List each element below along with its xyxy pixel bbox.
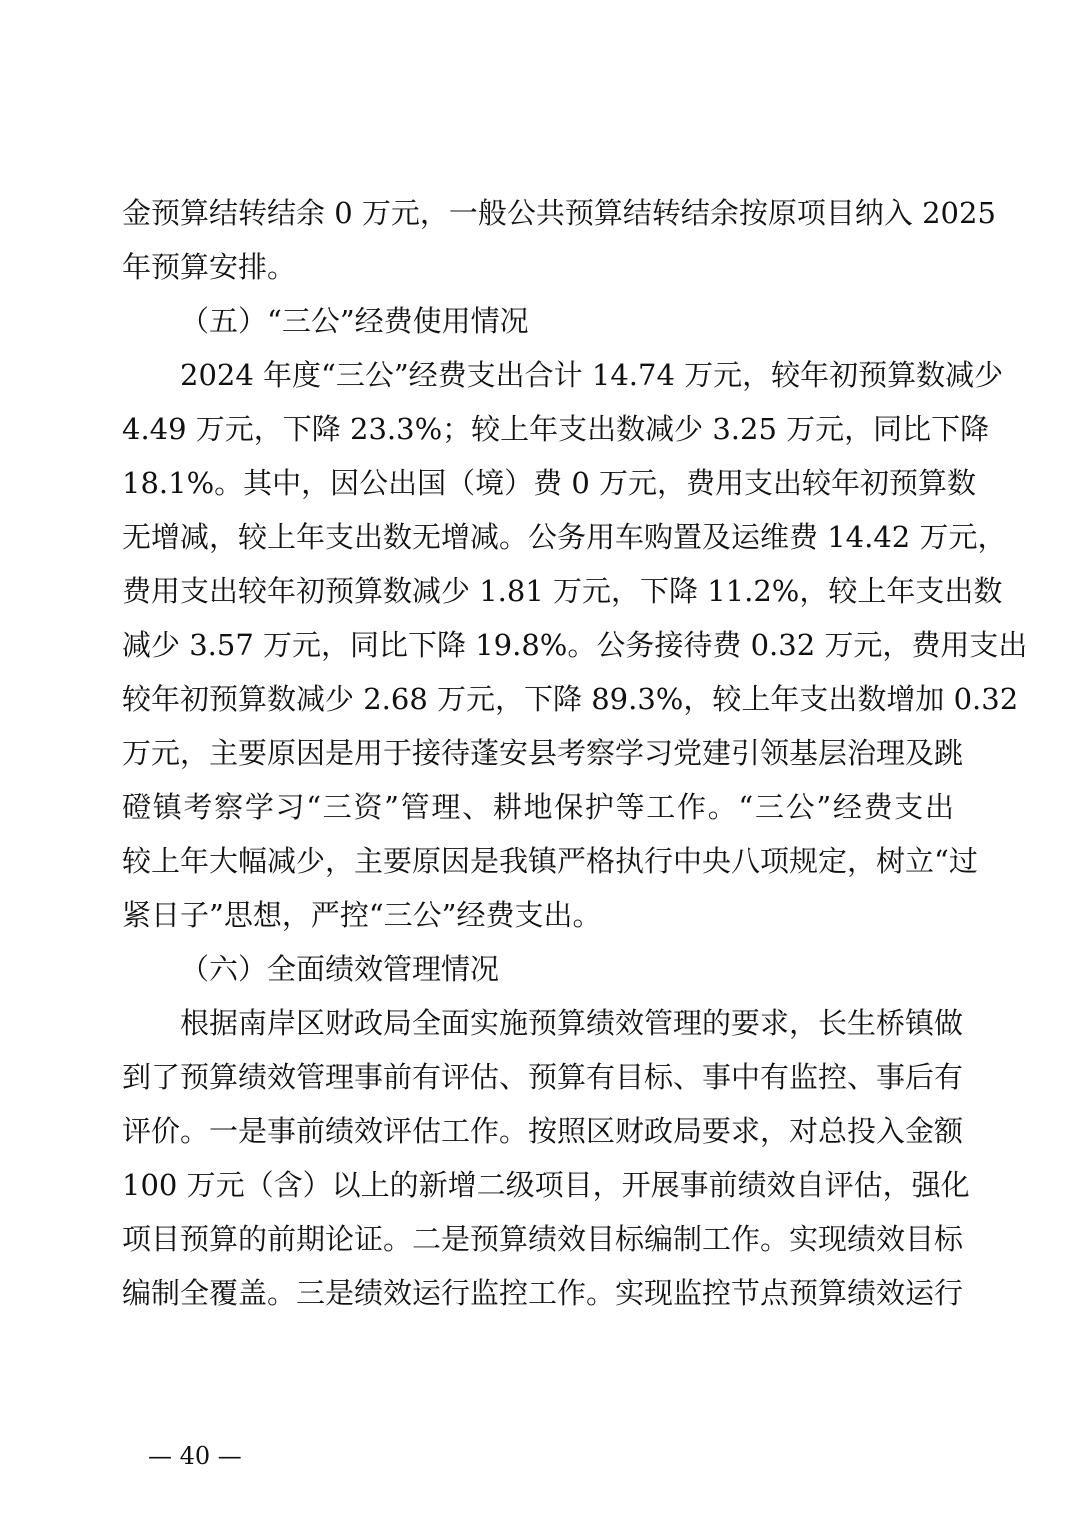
text-line: 年预算安排。 xyxy=(122,250,297,284)
text-line: 项目预算的前期论证。二是预算绩效目标编制工作。实现绩效目标 xyxy=(122,1222,964,1256)
section-heading: （六）全面绩效管理情况 xyxy=(180,952,500,986)
text-line: 磴镇考察学习“三资”管理、耕地保护等工作。“三公”经费支出 xyxy=(122,790,954,824)
page-number: — 40 — xyxy=(148,1442,242,1470)
text-line: 18.1%。其中，因公出国（境）费 0 万元，费用支出较年初预算数 xyxy=(122,466,977,500)
text-line: 万元，主要原因是用于接待蓬安县考察学习党建引领基层治理及跳 xyxy=(122,736,964,770)
text-line: 减少 3.57 万元，同比下降 19.8%。公务接待费 0.32 万元，费用支出 xyxy=(122,628,1028,662)
text-line: 根据南岸区财政局全面实施预算绩效管理的要求，长生桥镇做 xyxy=(180,1006,964,1040)
text-line: 评价。一是事前绩效评估工作。按照区财政局要求，对总投入金额 xyxy=(122,1114,964,1148)
text-line: 无增减，较上年支出数无增减。公务用车购置及运维费 14.42 万元， xyxy=(122,520,1007,554)
text-line: 较上年大幅减少，主要原因是我镇严格执行中央八项规定，树立“过 xyxy=(122,844,978,878)
text-line: 100 万元（含）以上的新增二级项目，开展事前绩效自评估，强化 xyxy=(122,1168,970,1202)
text-line: 金预算结转结余 0 万元，一般公共预算结转结余按原项目纳入 2025 xyxy=(122,196,996,230)
text-line: 紧日子”思想，严控“三公”经费支出。 xyxy=(122,898,602,932)
section-heading: （五）“三公”经费使用情况 xyxy=(180,304,529,338)
text-line: 费用支出较年初预算数减少 1.81 万元，下降 11.2%，较上年支出数 xyxy=(122,574,1003,608)
text-line: 到了预算绩效管理事前有评估、预算有目标、事中有监控、事后有 xyxy=(122,1060,964,1094)
text-line: 编制全覆盖。三是绩效运行监控工作。实现监控节点预算绩效运行 xyxy=(122,1276,964,1310)
text-line: 4.49 万元，下降 23.3%；较上年支出数减少 3.25 万元，同比下降 xyxy=(122,412,990,446)
text-line: 较年初预算数减少 2.68 万元，下降 89.3%，较上年支出数增加 0.32 xyxy=(122,682,1019,716)
text-line: 2024 年度“三公”经费支出合计 14.74 万元，较年初预算数减少 xyxy=(180,358,1004,392)
